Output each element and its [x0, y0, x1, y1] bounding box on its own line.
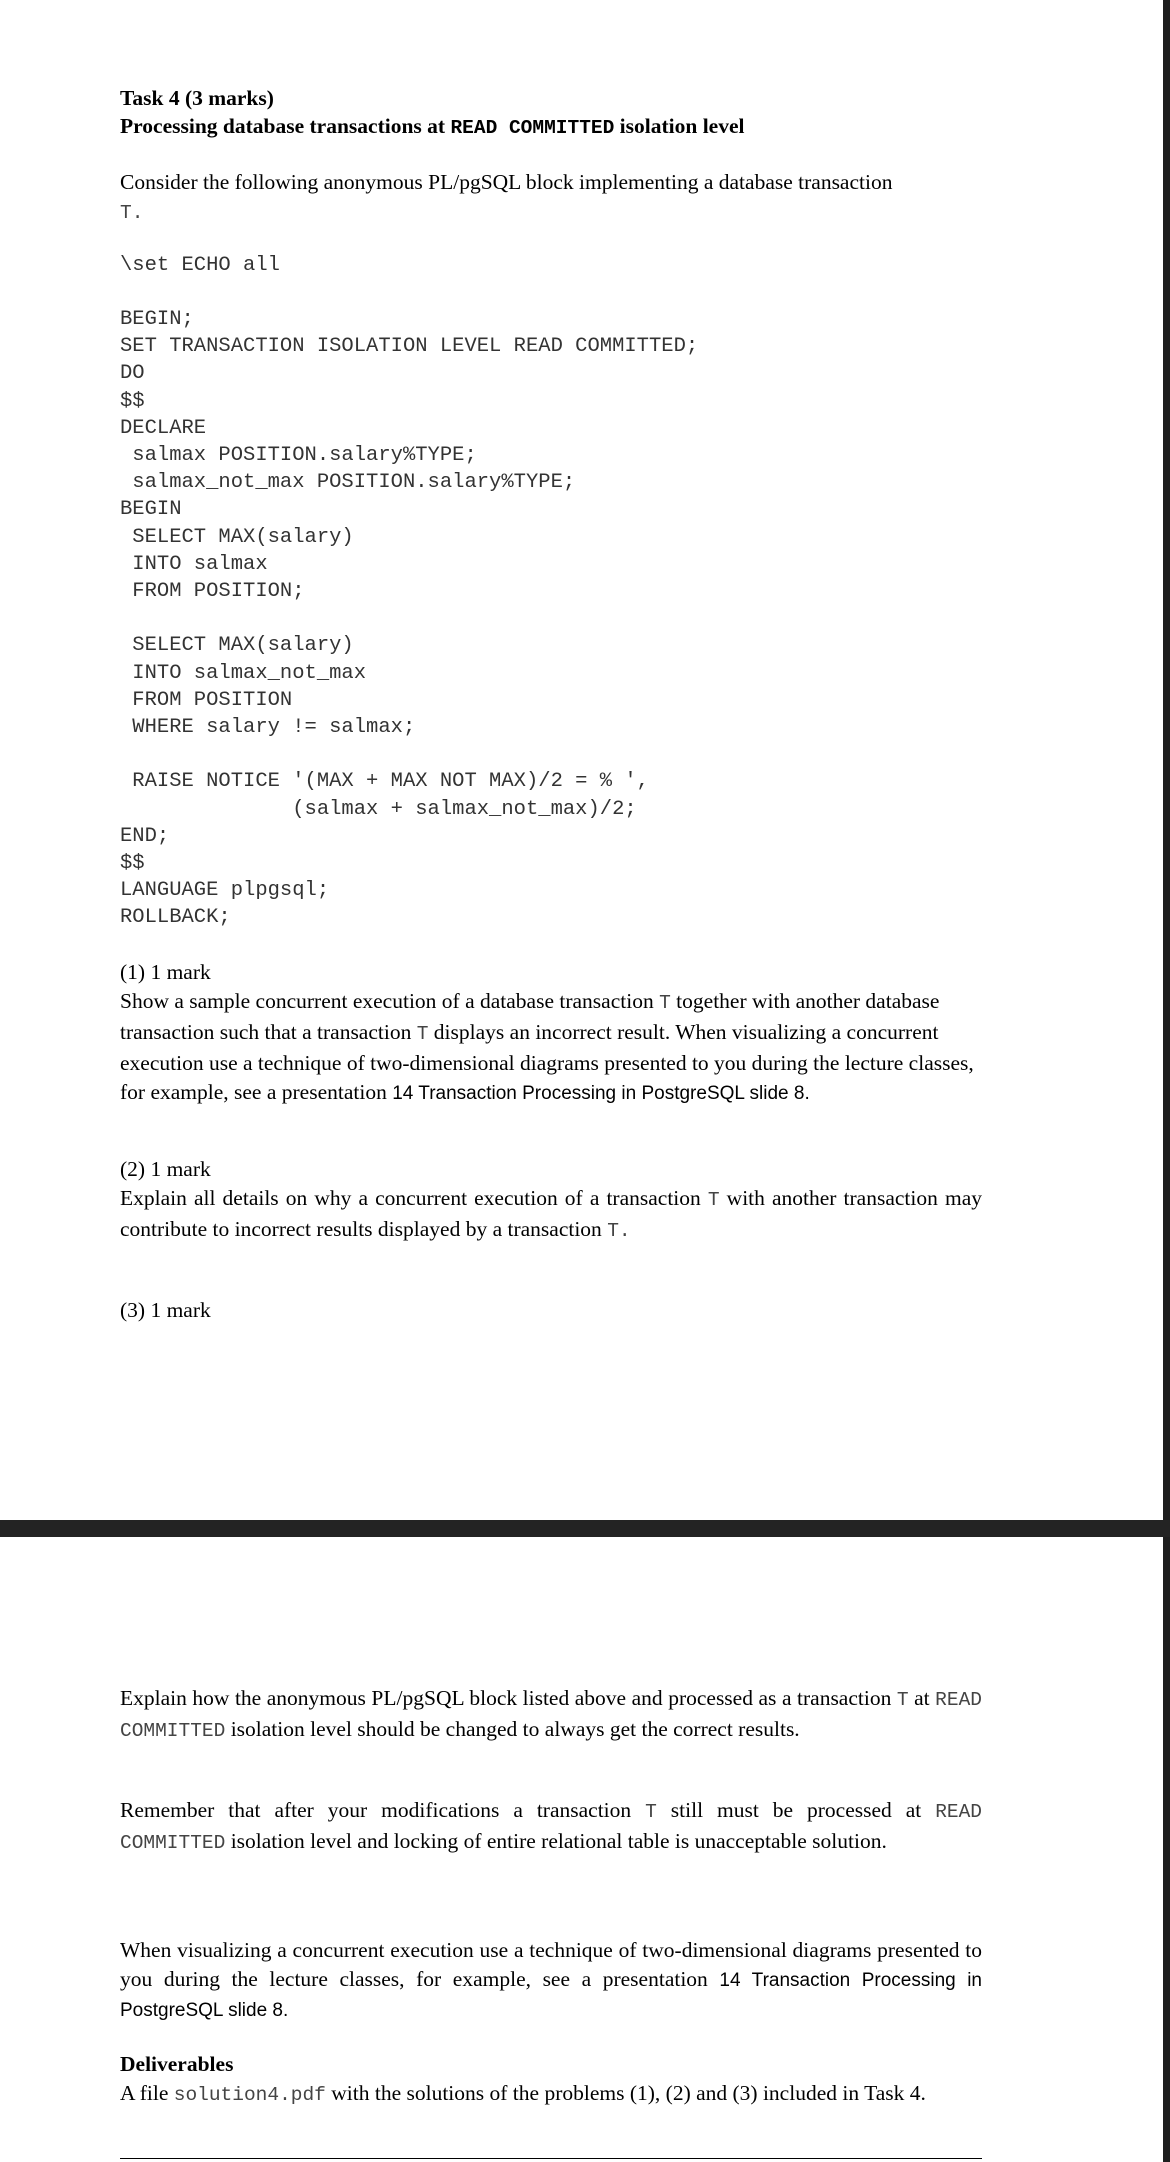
code-line: LANGUAGE plpgsql;: [120, 879, 330, 903]
intro-paragraph: Consider the following anonymous PL/pgSQL block implementing a database transaction T.: [120, 170, 893, 224]
part2-text: Explain all details on why a concurrent execution of a transaction T with another transaction may contribute to incorrect results displayed by a transaction T.: [120, 1186, 982, 1242]
part2-label: (2) 1 mark: [120, 1157, 211, 1181]
page-break: [0, 1520, 1170, 1537]
deliverables-text: A file solution4.pdf with the solutions of the problems (1), (2) and (3) included in Task 4.: [120, 2081, 926, 2106]
part3-explain-paragraph: Explain how the anonymous PL/pgSQL block listed above and processed as a transaction T at READ COMMITTED isolation level should be changed to always get the correct results.: [120, 1686, 982, 1742]
code-line: DO: [120, 362, 145, 386]
code-line: (salmax + salmax_not_max)/2;: [120, 797, 637, 821]
part1-text: Show a sample concurrent execution of a database transaction T together with another database transaction such that a transaction T displays an incorrect result. When visualizing a concurrent execution use a technique of two-dimensional diagrams presented to you during the lecture classes, for example, see a presentation 14 Transaction Processing in PostgreSQL slide 8.: [120, 989, 974, 1104]
code-line: BEGIN: [120, 498, 182, 522]
code-line: $$: [120, 389, 145, 413]
code-line: FROM POSITION;: [120, 580, 305, 604]
code-line: ROLLBACK;: [120, 906, 231, 930]
task-subtitle: Processing database transactions at READ COMMITTED isolation level: [120, 114, 745, 139]
code-line: BEGIN;: [120, 308, 194, 331]
code-line: salmax_not_max POSITION.salary%TYPE;: [120, 471, 576, 495]
part1-label: (1) 1 mark: [120, 960, 211, 984]
code-line: END;: [120, 824, 170, 848]
task-heading: Task 4 (3 marks): [120, 86, 274, 110]
document-page-2: [0, 1537, 1163, 2162]
part3-label: (3) 1 mark: [120, 1298, 211, 1322]
part1-section: [120, 958, 982, 1108]
code-line: FROM POSITION: [120, 688, 293, 712]
scrollbar[interactable]: [1163, 0, 1170, 2162]
code-line: salmax POSITION.salary%TYPE;: [120, 444, 477, 468]
deliverables-section: [120, 2050, 982, 2110]
code-line: DECLARE: [120, 416, 207, 440]
code-line: INTO salmax: [120, 552, 268, 576]
echo-command: \set ECHO all: [120, 254, 280, 277]
part3-visualizing-paragraph: When visualizing a concurrent execution use a technique of two-dimensional diagrams presented to you during the lecture classes, for example, see a presentation 14 Transaction Processing in PostgreSQL slide 8.: [120, 1938, 983, 2021]
code-line: INTO salmax_not_max: [120, 661, 367, 685]
code-line: SELECT MAX(salary): [120, 634, 354, 658]
code-line: SET TRANSACTION ISOLATION LEVEL READ COMMITTED;: [120, 335, 699, 359]
code-line: RAISE NOTICE '(MAX + MAX NOT MAX)/2 = % ',: [120, 770, 649, 794]
code-line: WHERE salary != salmax;: [120, 716, 416, 740]
part3-remember-paragraph: Remember that after your modifications a transaction T still must be processed at READ COMMITTED isolation level and locking of entire relational table is unacceptable solution.: [120, 1798, 983, 1854]
task-title: [120, 84, 982, 142]
code-line: SELECT MAX(salary): [120, 525, 354, 549]
bottom-rule: [120, 2158, 982, 2159]
plpgsql-code-block: [120, 306, 982, 932]
deliverables-heading: Deliverables: [120, 2052, 234, 2076]
part2-section: [120, 1155, 982, 1246]
code-line: $$: [120, 852, 145, 876]
